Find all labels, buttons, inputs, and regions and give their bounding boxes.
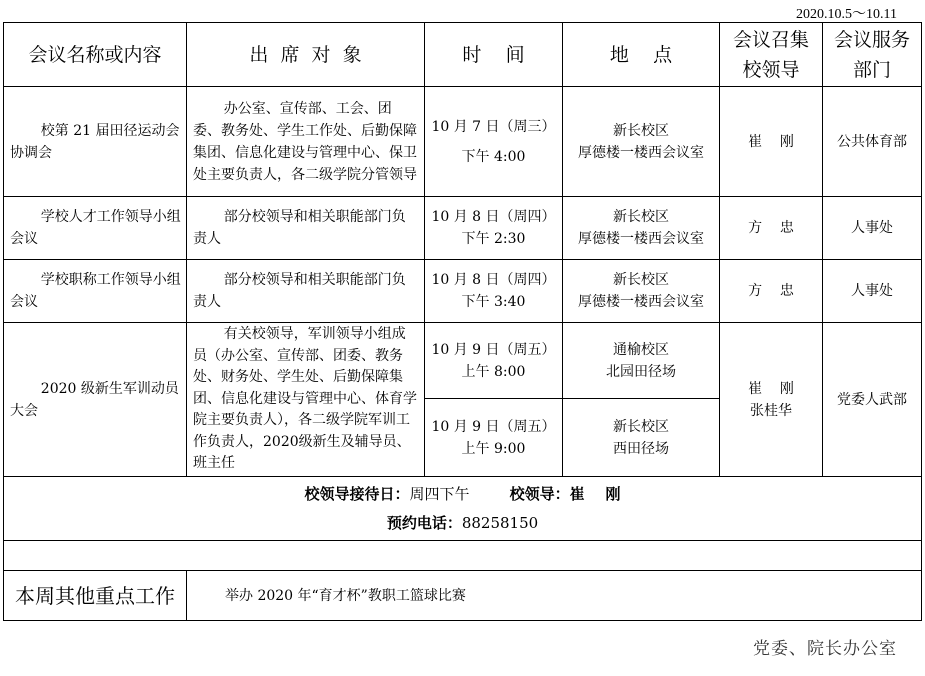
service-dept: 公共体育部	[823, 87, 922, 197]
blank-row	[4, 541, 922, 571]
service-dept: 人事处	[823, 197, 922, 260]
room: 厚德楼一楼西会议室	[578, 231, 704, 247]
campus: 新长校区	[613, 418, 669, 435]
table-row	[4, 260, 922, 323]
header-dept: 会议服务部门	[823, 23, 922, 87]
date-range: 2020.10.5～10.11	[796, 7, 897, 22]
room: 厚德楼一楼西会议室	[578, 144, 704, 161]
leader-primary: 崔 刚	[748, 380, 794, 397]
meeting-place	[563, 399, 720, 477]
meeting-name: 校第 21 届田径运动会协调会	[4, 87, 187, 197]
meeting-time	[425, 399, 563, 477]
campus: 新长校区	[613, 209, 669, 225]
blank-cell	[4, 541, 922, 571]
campus: 新长校区	[613, 122, 669, 139]
leader: 崔 刚	[720, 87, 823, 197]
meeting-date: 10 月 8 日（周四）	[431, 272, 556, 288]
meeting-clock: 上午 8:00	[461, 363, 526, 380]
meeting-clock: 下午 3:40	[461, 294, 526, 310]
reception-row	[4, 477, 922, 541]
meeting-date: 10 月 7 日（周三）	[431, 118, 556, 135]
meeting-date: 10 月 8 日（周四）	[431, 209, 556, 225]
header-place: 地 点	[563, 23, 720, 87]
header-leader: 会议召集校领导	[720, 23, 823, 87]
reception-info	[4, 477, 922, 541]
service-dept: 党委人武部	[823, 323, 922, 477]
leader: 方 忠	[720, 197, 823, 260]
attendees: 部分校领导和相关职能部门负责人	[187, 197, 425, 260]
meeting-time	[425, 260, 563, 323]
header-time: 时 间	[425, 23, 563, 87]
header-attendees: 出 席 对 象	[187, 23, 425, 87]
meeting-clock: 下午 4:00	[461, 148, 526, 165]
meeting-schedule-table	[3, 22, 922, 621]
meeting-time	[425, 323, 563, 399]
room: 北园田径场	[606, 363, 676, 380]
attendees: 有关校领导，军训领导小组成员（办公室、宣传部、团委、教务处、财务处、学生处、后勤保障集团、信息化建设与管理中心、体育学院主要负责人），各二级学院军训工作负责人，2020级新生及辅导员、班主任	[187, 323, 425, 477]
other-work-label: 本周其他重点工作	[4, 571, 187, 621]
meeting-date: 10 月 9 日（周五）	[431, 418, 556, 435]
room: 厚德楼一楼西会议室	[578, 294, 704, 310]
meeting-place	[563, 197, 720, 260]
campus: 新长校区	[613, 272, 669, 288]
leader-secondary: 张桂华	[750, 402, 792, 419]
meeting-place	[563, 260, 720, 323]
meeting-clock: 下午 2:30	[461, 231, 526, 247]
table-row	[4, 197, 922, 260]
meeting-place	[563, 87, 720, 197]
reception-day-value: 周四下午	[409, 484, 470, 503]
table-row	[4, 87, 922, 197]
issuer-signature: 党委、院长办公室	[753, 639, 897, 659]
meeting-clock: 上午 9:00	[461, 440, 526, 457]
other-work-row	[4, 571, 922, 621]
attendees: 部分校领导和相关职能部门负责人	[187, 260, 425, 323]
leader: 方 忠	[720, 260, 823, 323]
reception-phone-label: 预约电话：	[386, 513, 462, 532]
header-name: 会议名称或内容	[4, 23, 187, 87]
meeting-date: 10 月 9 日（周五）	[431, 341, 556, 358]
reception-day-label: 校领导接待日：	[304, 484, 410, 503]
table-row	[4, 323, 922, 399]
meeting-time	[425, 197, 563, 260]
other-work-text: 举办 2020 年“育才杯”教职工篮球比赛	[187, 571, 922, 621]
reception-leader-label: 校领导：	[509, 484, 570, 503]
header-row	[4, 23, 922, 87]
meeting-time	[425, 87, 563, 197]
campus: 通榆校区	[613, 341, 669, 358]
meeting-name: 2020 级新生军训动员大会	[4, 323, 187, 477]
meeting-name: 学校人才工作领导小组会议	[4, 197, 187, 260]
service-dept: 人事处	[823, 260, 922, 323]
reception-leader-value: 崔 刚	[569, 484, 621, 503]
attendees: 办公室、宣传部、工会、团委、教务处、学生工作处、后勤保障集团、信息化建设与管理中心、保卫处主要负责人，各二级学院分管领导	[187, 87, 425, 197]
room: 西田径场	[613, 440, 669, 457]
reception-phone-value: 88258150	[461, 513, 539, 532]
meeting-place	[563, 323, 720, 399]
leader	[720, 323, 823, 477]
meeting-name: 学校职称工作领导小组会议	[4, 260, 187, 323]
